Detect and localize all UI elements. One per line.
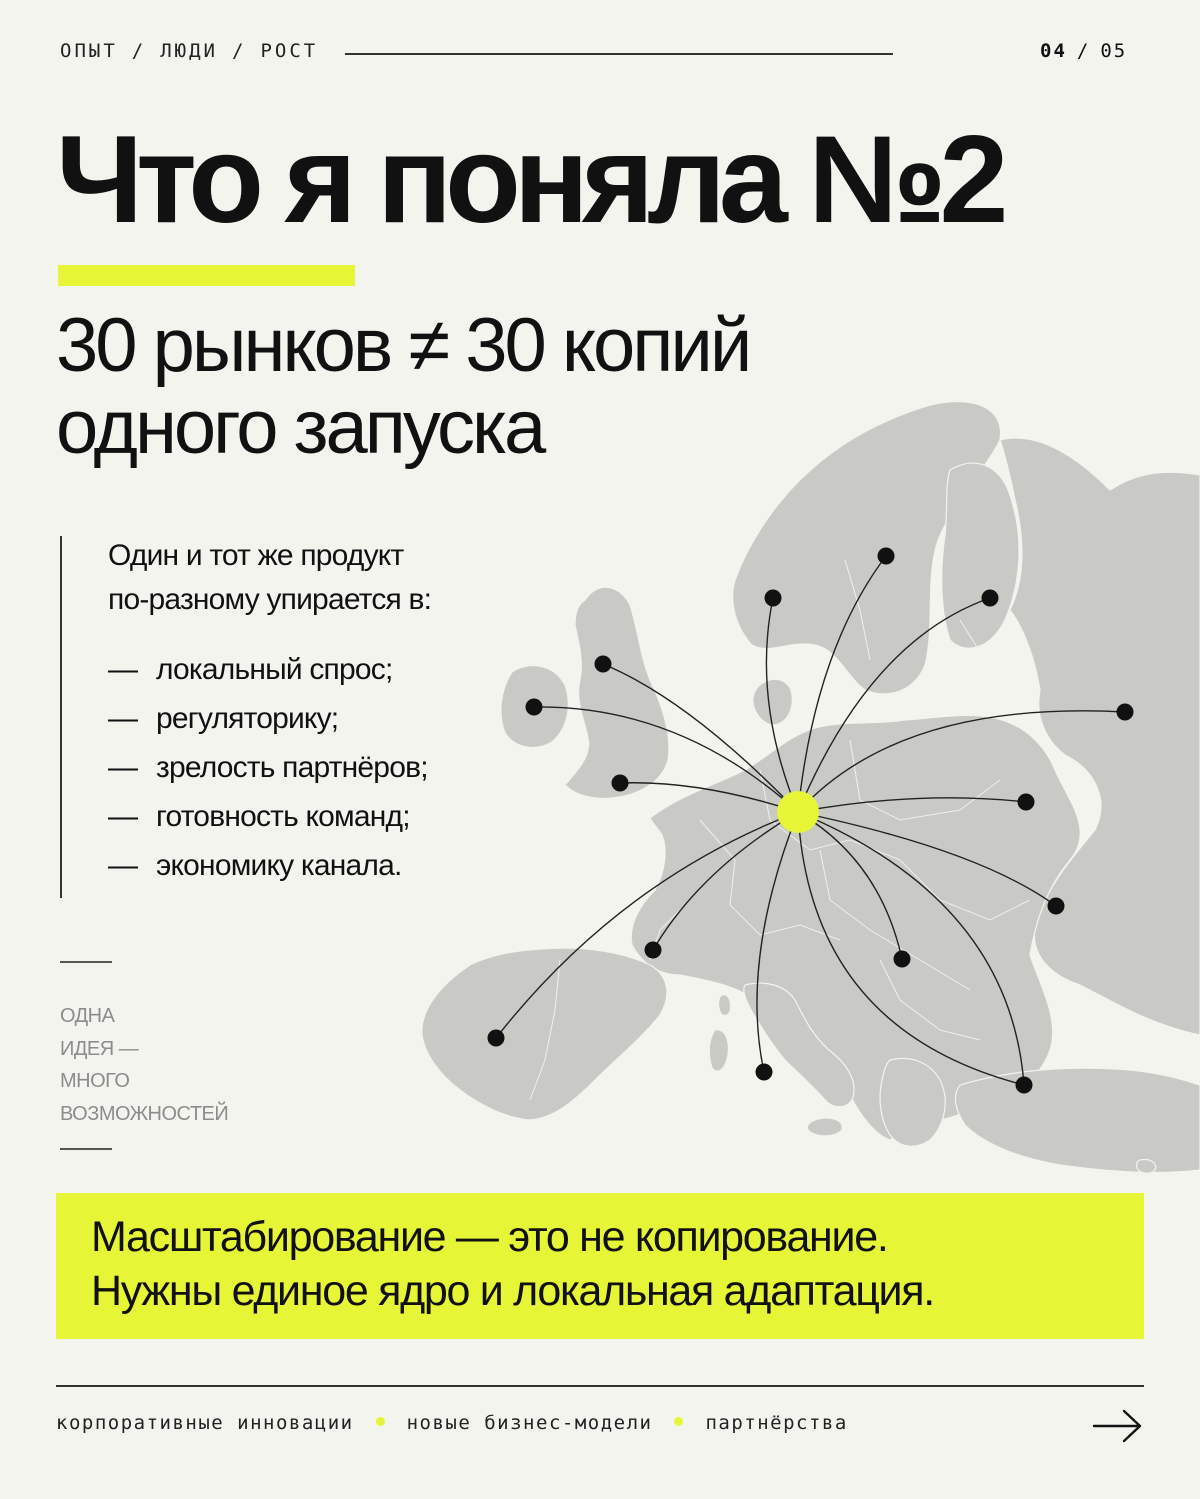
arrow-right-icon[interactable] [1092,1406,1144,1446]
callout-text [91,1210,934,1318]
market-dot-icon [645,942,662,959]
breadcrumb-separator: / [231,40,247,62]
list-item-text: локальный спрос; [156,653,393,686]
page-separator: / [1076,40,1091,62]
market-dot-icon [526,699,543,716]
footer-tag: новые бизнес-модели [406,1412,653,1434]
page-total: 05 [1100,40,1128,62]
side-note-line: МНОГО [60,1070,130,1092]
title-accent-bar [58,265,355,286]
breadcrumb-item-experience: ОПЫТ [60,40,118,62]
list-item [108,743,428,792]
list-dash: — [108,751,138,784]
list-dash: — [108,800,138,833]
footer-tag: партнёрства [705,1412,848,1434]
side-note-line: ВОЗМОЖНОСТЕЙ [60,1102,229,1125]
intro-line-2: по-разному упирается в: [108,583,432,616]
subtitle-line-2: одного запуска [56,385,544,470]
list-item [108,694,428,743]
market-dot-icon [1048,898,1065,915]
intro-line-1: Один и тот же продукт [108,539,404,572]
market-dot-icon [1117,704,1134,721]
text-block-rule [60,536,62,898]
breadcrumb-separator: / [131,40,147,62]
footer-tags [56,1412,848,1434]
list-dash: — [108,849,138,882]
side-note-line: ОДНА [60,1005,115,1027]
list-dash: — [108,653,138,686]
breadcrumb-item-growth: РОСТ [260,40,319,62]
side-note [60,1000,260,1130]
hub-dot-icon [777,791,819,833]
list-item [108,645,428,694]
list-dash: — [108,702,138,735]
market-dot-icon [894,951,911,968]
list-item-text: готовность команд; [156,800,410,833]
market-dot-icon [1016,1077,1033,1094]
intro-text [108,534,548,622]
callout-line-1: Масштабирование — это не копирование. [91,1213,888,1261]
footer-divider [56,1385,1144,1387]
page-current: 04 [1040,40,1067,62]
factor-list [108,645,428,890]
callout-line-2: Нужны единое ядро и локальная адаптация. [91,1267,934,1315]
tag-separator-dot-icon [674,1417,683,1426]
page-title: Что я поняла №2 [56,111,1002,249]
list-item-text: регуляторику; [156,702,339,735]
page-indicator [1040,40,1127,62]
list-item-text: зрелость партнёров; [156,751,428,784]
market-dot-icon [765,590,782,607]
list-item-text: экономику канала. [156,849,402,882]
market-dot-icon [878,548,895,565]
breadcrumb-item-people: ЛЮДИ [160,40,218,62]
market-dot-icon [595,656,612,673]
list-item [108,841,428,890]
side-note-line: ИДЕЯ — [60,1037,139,1060]
market-dot-icon [756,1064,773,1081]
footer-tag: корпоративные инновации [56,1412,354,1434]
market-dot-icon [612,775,629,792]
market-dot-icon [1018,794,1035,811]
header-divider [345,53,893,55]
market-dot-icon [488,1030,505,1047]
subtitle-line-1: 30 рынков ≠ 30 копий [56,303,750,388]
side-note-rule-bottom [60,1148,112,1150]
market-dot-icon [982,590,999,607]
side-note-rule-top [60,961,112,963]
tag-separator-dot-icon [376,1417,385,1426]
list-item [108,792,428,841]
breadcrumb [60,40,318,62]
